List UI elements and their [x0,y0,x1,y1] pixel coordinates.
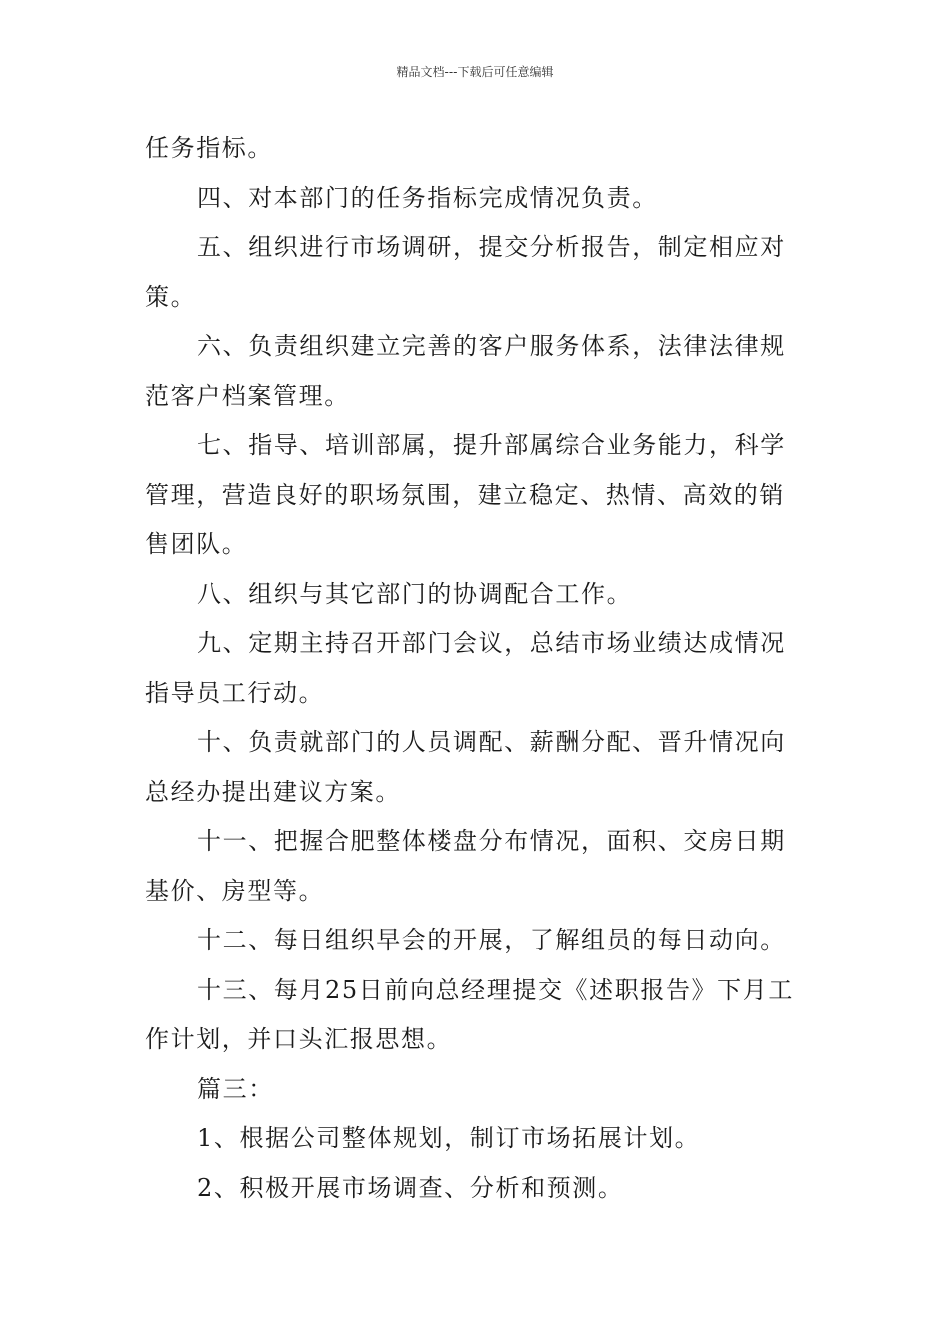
section-heading: 篇三： [197,1074,274,1103]
paragraph: 2、积极开展市场调查、分析和预测。 [197,1173,624,1202]
paragraph: 九、定期主持召开部门会议，总结市场业绩达成情况指导员工行动。 [145,629,786,707]
paragraph: 四、对本部门的任务指标完成情况负责。 [197,183,658,212]
paragraph: 五、组织进行市场调研，提交分析报告，制定相应对策。 [145,233,786,311]
document-body [145,124,810,1213]
paragraph: 十三、每月25日前向总经理提交《述职报告》下月工作计划，并口头汇报思想。 [145,975,794,1053]
paragraph: 十、负责就部门的人员调配、薪酬分配、晋升情况向总经办提出建议方案。 [145,728,786,806]
paragraph: 六、负责组织建立完善的客户服务体系，法律法律规范客户档案管理。 [145,332,786,410]
paragraph: 任务指标。 [145,134,273,162]
paragraph: 1、根据公司整体规划，制订市场拓展计划。 [197,1124,701,1152]
paragraph: 八、组织与其它部门的协调配合工作。 [197,579,633,608]
paragraph: 七、指导、培训部属，提升部属综合业务能力，科学管理，营造良好的职场氛围，建立稳定、热情、高效的销售团队。 [145,431,786,558]
paragraph: 十二、每日组织早会的开展，了解组员的每日动向。 [197,926,786,954]
page-header: 精品文档---下载后可任意编辑 [396,65,554,79]
paragraph: 十一、把握合肥整体楼盘分布情况，面积、交房日期基价、房型等。 [145,827,786,905]
